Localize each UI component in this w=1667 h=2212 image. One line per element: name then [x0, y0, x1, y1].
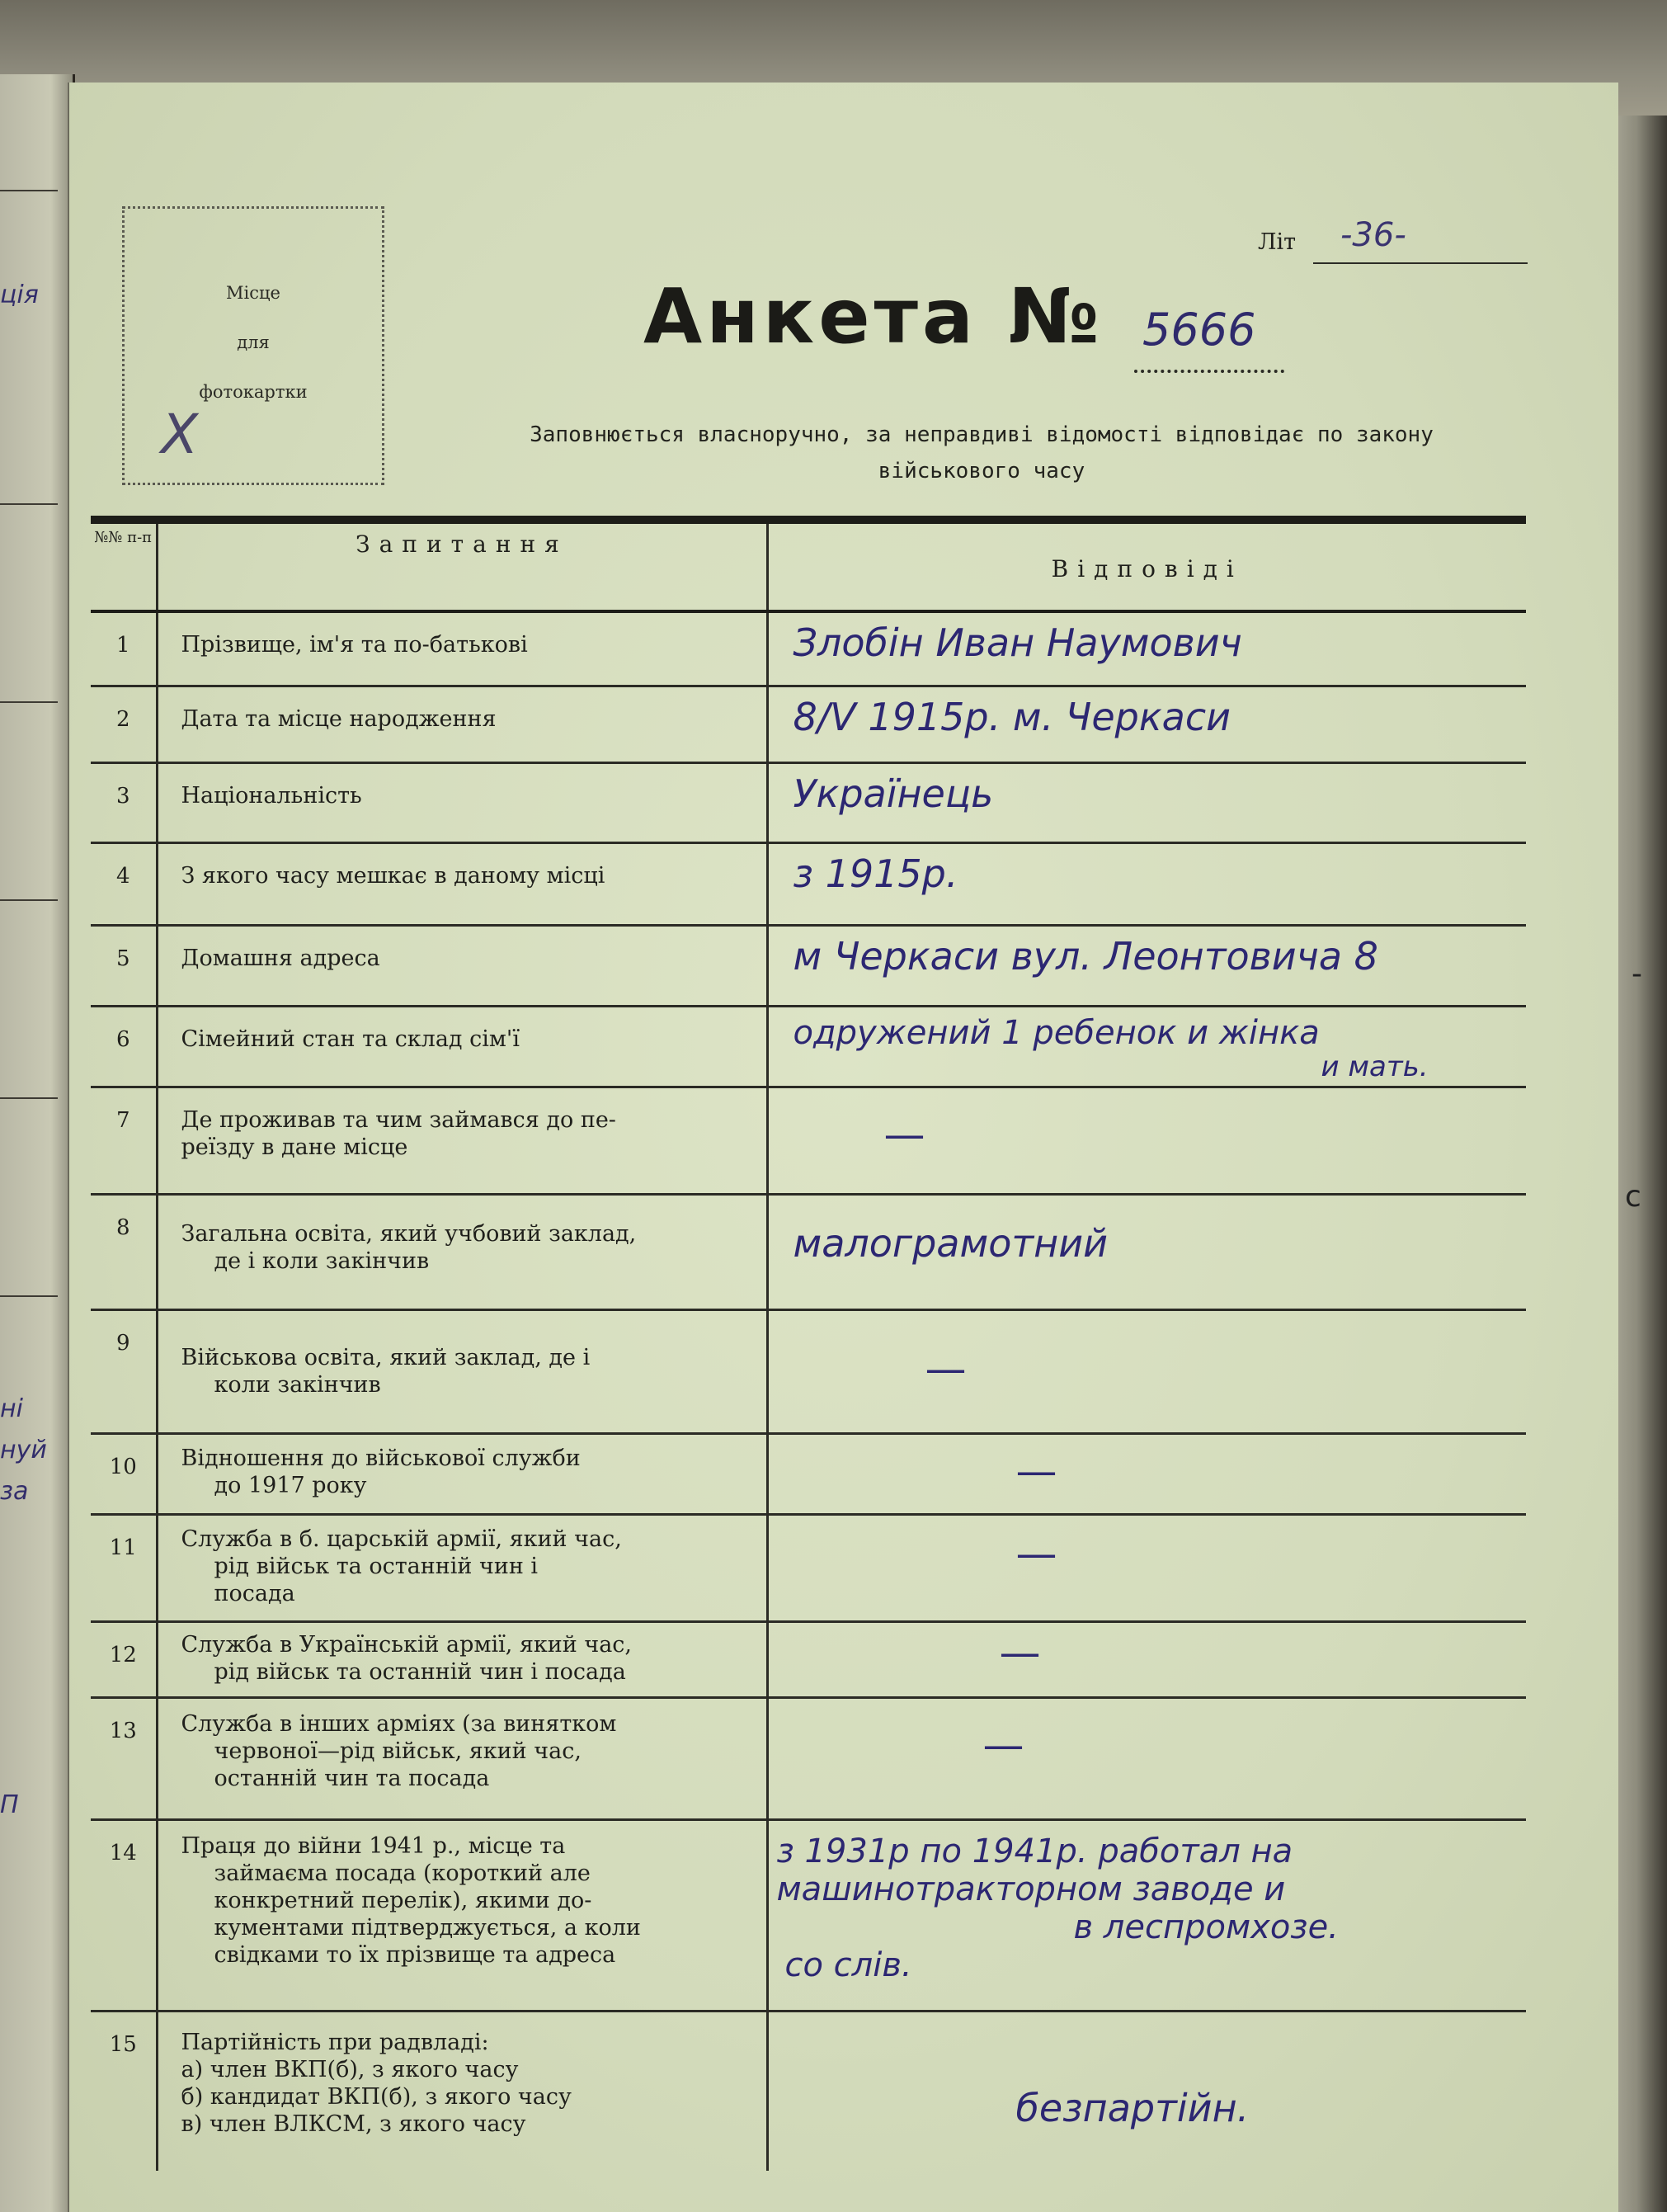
answer-cell: [767, 2011, 1526, 2171]
question-text: до 1917 року: [214, 1472, 367, 1498]
instruction-line: Заповнюється власноручно, за неправдиві відомості відповідає по закону: [530, 422, 1434, 447]
table-row: [91, 1309, 1526, 1433]
question-text: де і коли закінчив: [214, 1247, 430, 1274]
question-text: в) член ВЛКСМ, з якого часу: [181, 2111, 526, 2137]
left-page-edge: [0, 74, 75, 2212]
question-text: Сімейний стан та склад сім'ї: [181, 1026, 520, 1052]
answer-text: —: [999, 1628, 1041, 1677]
question-text: Домашня адреса: [181, 945, 380, 971]
photo-label: для: [237, 333, 270, 352]
answer-text: со слів.: [784, 1946, 912, 1984]
table-row: [91, 1087, 1526, 1194]
answer-cell: [767, 1514, 1526, 1621]
question-text: Де проживав та чим займався до пе-: [181, 1106, 616, 1133]
header-number: №№ п-п: [91, 520, 157, 611]
question-text: З якого часу мешкає в даному місці: [181, 862, 605, 889]
left-rule: [0, 503, 58, 505]
question-cell: [157, 686, 767, 762]
table-row: [91, 1819, 1526, 2011]
table-row: [91, 611, 1526, 686]
left-rule: [0, 1295, 58, 1297]
form-number-underline: [1134, 370, 1284, 373]
question-text: Національність: [181, 782, 362, 809]
question-cell: [157, 1309, 767, 1433]
photo-label: фотокартки: [199, 382, 308, 402]
answer-cell: [767, 1433, 1526, 1514]
row-number: 10: [91, 1433, 157, 1514]
question-text: рід військ та останній чин і: [214, 1553, 539, 1579]
question-text: Служба в інших арміях (за винятком: [181, 1710, 617, 1737]
answer-text: машинотракторном заводе и: [776, 1870, 1286, 1908]
question-cell: [157, 2011, 767, 2171]
page-title: Анкета №: [643, 272, 1104, 361]
table-row: [91, 1433, 1526, 1514]
question-text: Праця до війни 1941 р., місце та: [181, 1832, 566, 1859]
answer-text: м Черкаси вул. Леонтовича 8: [793, 933, 1378, 979]
answer-cell: [767, 1621, 1526, 1697]
answer-cell: [767, 842, 1526, 925]
table-row: [91, 1194, 1526, 1309]
right-page-edge: [1617, 116, 1667, 2212]
question-text: коли закінчив: [214, 1371, 381, 1398]
photo-mark: Х: [161, 403, 199, 466]
question-cell: [157, 1514, 767, 1621]
question-cell: [157, 762, 767, 842]
row-number: 3: [91, 762, 157, 842]
left-margin-fragment: ні: [0, 1394, 23, 1423]
answer-cell: [767, 1087, 1526, 1194]
left-margin-fragment: П: [0, 1790, 19, 1819]
question-text: посада: [214, 1580, 295, 1606]
question-text: Дата та місце народження: [181, 705, 497, 732]
answer-text: безпартійн.: [1015, 2085, 1250, 2130]
question-text: Служба в Українській армії, який час,: [181, 1631, 633, 1658]
question-text: Загальна освіта, який учбовий заклад,: [181, 1220, 637, 1247]
answer-text: —: [1015, 1446, 1057, 1495]
header-question: Запитання: [157, 520, 767, 611]
question-cell: [157, 1087, 767, 1194]
question-cell: [157, 1433, 767, 1514]
answer-text: в леспромхозе.: [1073, 1908, 1339, 1946]
question-text: рід військ та останній чин і посада: [214, 1658, 626, 1685]
left-rule: [0, 701, 58, 703]
row-number: 5: [91, 925, 157, 1006]
question-text: останній чин та посада: [214, 1765, 490, 1791]
instruction-line: військового часу: [878, 459, 1085, 483]
question-cell: [157, 1697, 767, 1819]
question-text: червоної—рід військ, який час,: [214, 1738, 582, 1764]
answer-text: —: [1015, 1529, 1057, 1578]
left-rule: [0, 190, 58, 191]
right-margin-fragment: с: [1625, 1180, 1641, 1214]
question-text: Служба в б. царській армії, який час,: [181, 1526, 622, 1552]
row-number: 12: [91, 1621, 157, 1697]
question-text: Відношення до військової служби: [181, 1445, 581, 1471]
table-row: [91, 2011, 1526, 2171]
row-number: 13: [91, 1697, 157, 1819]
left-margin-fragment: за: [0, 1477, 29, 1506]
question-text: реїзду в дане місце: [181, 1134, 408, 1160]
question-cell: [157, 1621, 767, 1697]
answer-cell: [767, 762, 1526, 842]
row-number: 15: [91, 2011, 157, 2171]
answer-cell: [767, 1309, 1526, 1433]
row-number: 9: [91, 1309, 157, 1433]
question-text: Військова освіта, який заклад, де і: [181, 1344, 591, 1370]
row-number: 11: [91, 1514, 157, 1621]
row-number: 14: [91, 1819, 157, 2011]
lit-underline: [1313, 262, 1528, 264]
answer-text: з 1915р.: [793, 851, 958, 896]
answer-cell: [767, 1006, 1526, 1087]
answer-cell: [767, 1697, 1526, 1819]
question-text: Партійність при радвладі:: [181, 2029, 489, 2055]
left-rule: [0, 899, 58, 901]
question-text: кументами підтверджується, а коли: [214, 1914, 641, 1941]
questionnaire-table: [91, 516, 1526, 2171]
question-text: конкретний перелік), якими до-: [214, 1887, 592, 1913]
table-row: [91, 925, 1526, 1006]
form-number: 5666: [1142, 304, 1256, 356]
right-margin-fragment: -: [1632, 957, 1642, 991]
table-row: [91, 842, 1526, 925]
answer-text: 8/V 1915р. м. Черкаси: [793, 694, 1231, 739]
lit-label: Літ: [1258, 229, 1297, 255]
answer-text: —: [883, 1110, 925, 1158]
left-margin-fragment: ція: [0, 281, 39, 309]
question-text: займаєма посада (короткий але: [214, 1860, 591, 1886]
left-rule: [0, 1097, 58, 1099]
question-cell: [157, 1819, 767, 2011]
table-row: [91, 1621, 1526, 1697]
form-instructions: [408, 417, 1555, 489]
answer-text: Українець: [793, 771, 994, 816]
question-text: а) член ВКП(б), з якого часу: [181, 2056, 519, 2082]
table-row: [91, 1697, 1526, 1819]
question-cell: [157, 1194, 767, 1309]
answer-text: з 1931р по 1941р. работал на: [776, 1832, 1293, 1870]
answer-cell: [767, 1819, 1526, 2011]
photo-label: Місце: [226, 283, 280, 303]
question-text: свідками то їх прізвище та адреса: [214, 1941, 616, 1968]
question-cell: [157, 842, 767, 925]
answer-text: малограмотний: [793, 1220, 1108, 1266]
left-margin-fragment: нуй: [0, 1436, 47, 1464]
lit-value: -36-: [1340, 216, 1406, 254]
question-text: б) кандидат ВКП(б), з якого часу: [181, 2083, 572, 2110]
answer-text: одружений 1 ребенок и жінка: [793, 1013, 1320, 1052]
table-row: [91, 1006, 1526, 1087]
question-cell: [157, 611, 767, 686]
question-text: Прізвище, ім'я та по-батькові: [181, 632, 528, 658]
answer-text: —: [982, 1720, 1024, 1769]
answer-text: —: [925, 1344, 967, 1393]
row-number: 1: [91, 611, 157, 686]
row-number: 6: [91, 1006, 157, 1087]
table-row: [91, 1514, 1526, 1621]
header-answer: Відповіді: [767, 520, 1526, 611]
row-number: 7: [91, 1087, 157, 1194]
row-number: 2: [91, 686, 157, 762]
answer-text: Злобін Иван Наумович: [793, 620, 1242, 665]
row-number: 8: [91, 1194, 157, 1309]
table-row: [91, 762, 1526, 842]
answer-cell: [767, 686, 1526, 762]
table-row: [91, 686, 1526, 762]
answer-cell: [767, 611, 1526, 686]
question-cell: [157, 925, 767, 1006]
question-cell: [157, 1006, 767, 1087]
answer-cell: [767, 1194, 1526, 1309]
row-number: 4: [91, 842, 157, 925]
answer-text: и мать.: [1321, 1049, 1429, 1083]
answer-cell: [767, 925, 1526, 1006]
